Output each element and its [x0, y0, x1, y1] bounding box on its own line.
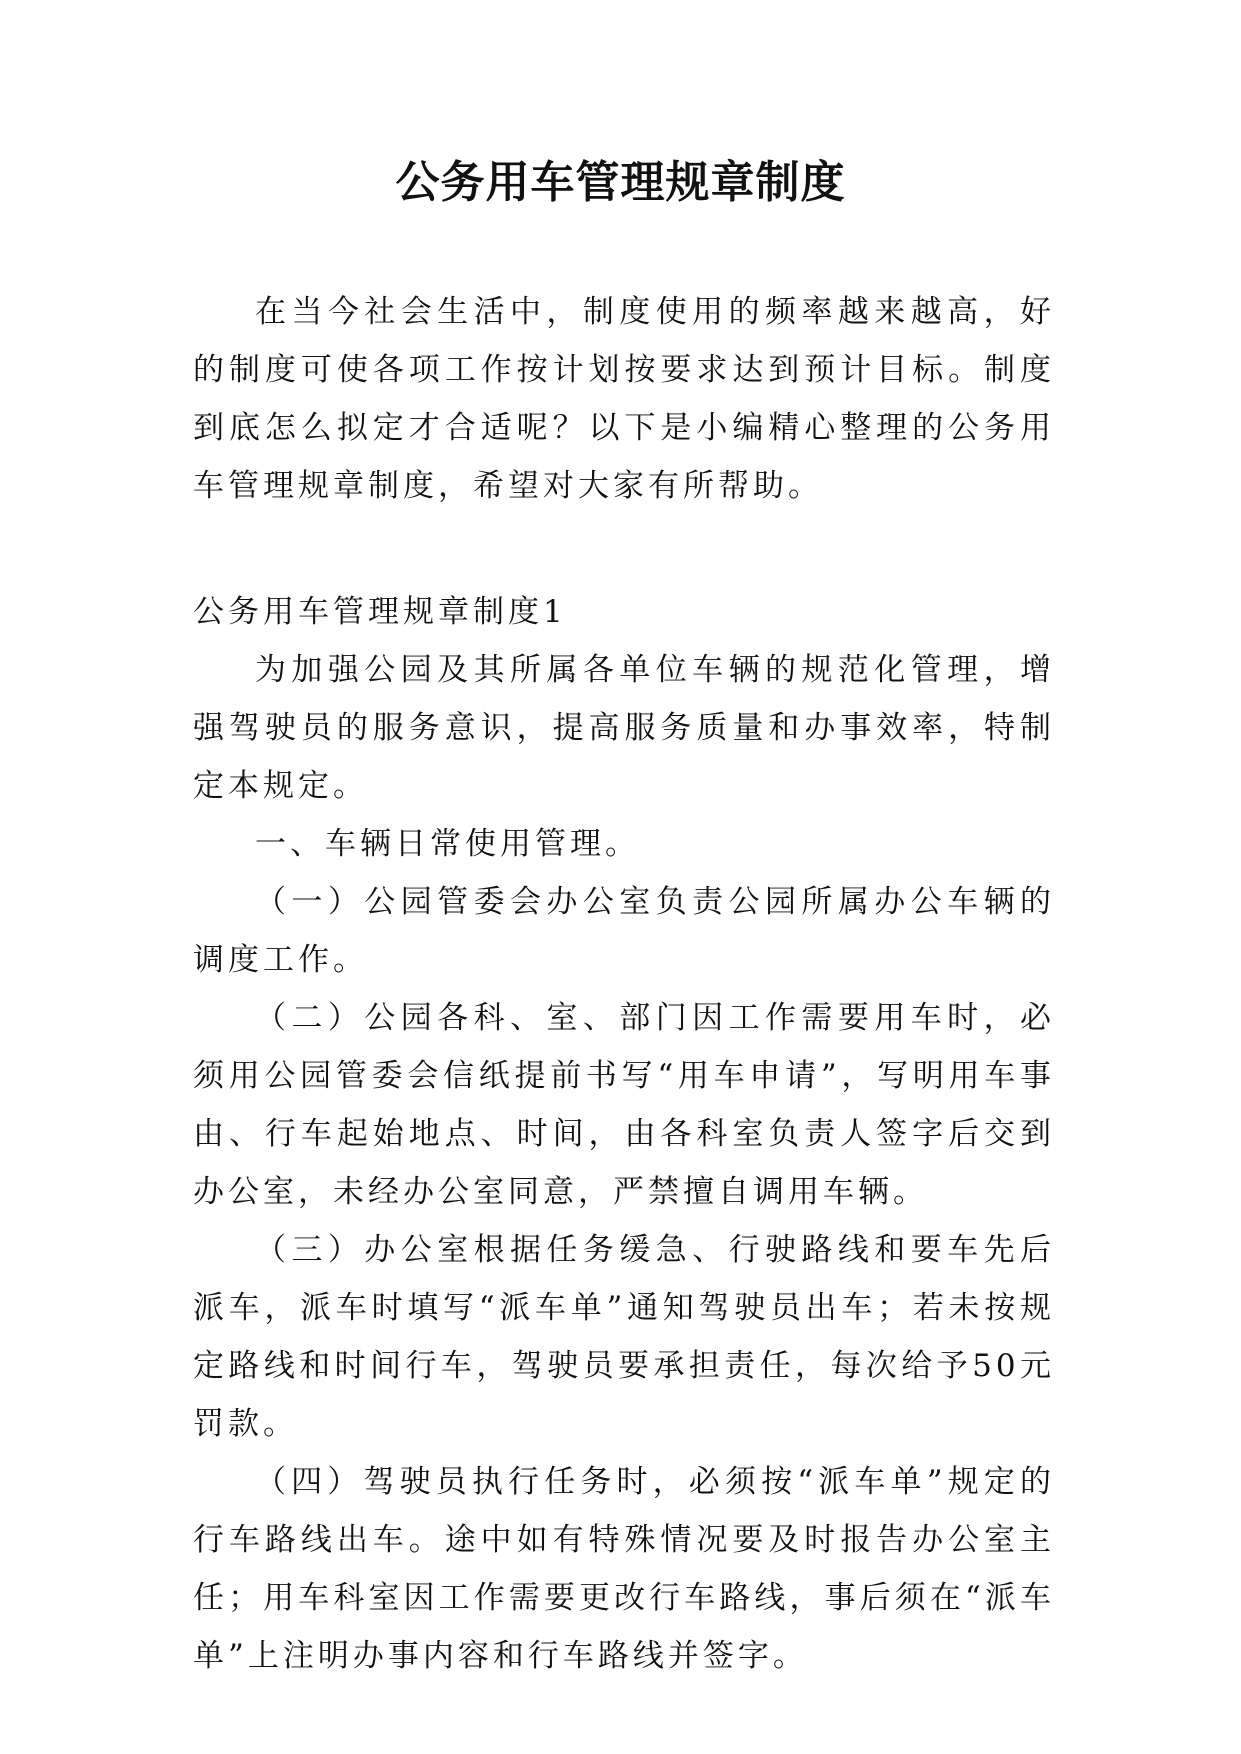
- paragraph-purpose: 为加强公园及其所属各单位车辆的规范化管理，增强驾驶员的服务意识，提高服务质量和办事效率，特制定本规定。: [193, 652, 1055, 804]
- section-heading: 公务用车管理规章制度1: [193, 594, 567, 630]
- paragraph-item-3: （三）办公室根据任务缓急、行驶路线和要车先后派车，派车时填写“派车单”通知驾驶员出车；若未按规定路线和时间行车，驾驶员要承担责任，每次给予50元罚款。: [193, 1232, 1055, 1442]
- paragraph-chapter-one: 一、车辆日常使用管理。: [255, 826, 640, 862]
- intro-paragraph: 在当今社会生活中，制度使用的频率越来越高，好的制度可使各项工作按计划按要求达到预计目标。制度到底怎么拟定才合适呢？以下是小编精心整理的公务用车管理规章制度，希望对大家有所帮助。: [193, 294, 1055, 504]
- intro-block: [193, 283, 1055, 515]
- document-title: 公务用车管理规章制度: [395, 157, 846, 208]
- paragraph-item-2: （二）公园各科、室、部门因工作需要用车时，必须用公园管委会信纸提前书写“用车申请”，写明用车事由、行车起始地点、时间，由各科室负责人签字后交到办公室，未经办公室同意，严禁擅自调用车辆。: [193, 1000, 1055, 1210]
- paragraph-item-1: （一）公园管委会办公室负责公园所属办公车辆的调度工作。: [193, 884, 1055, 978]
- section-block: [193, 583, 1055, 1685]
- paragraph-item-4: （四）驾驶员执行任务时，必须按“派车单”规定的行车路线出车。途中如有特殊情况要及时报告办公室主任；用车科室因工作需要更改行车路线，事后须在“派车单”上注明办事内容和行车路线并签字。: [193, 1464, 1055, 1674]
